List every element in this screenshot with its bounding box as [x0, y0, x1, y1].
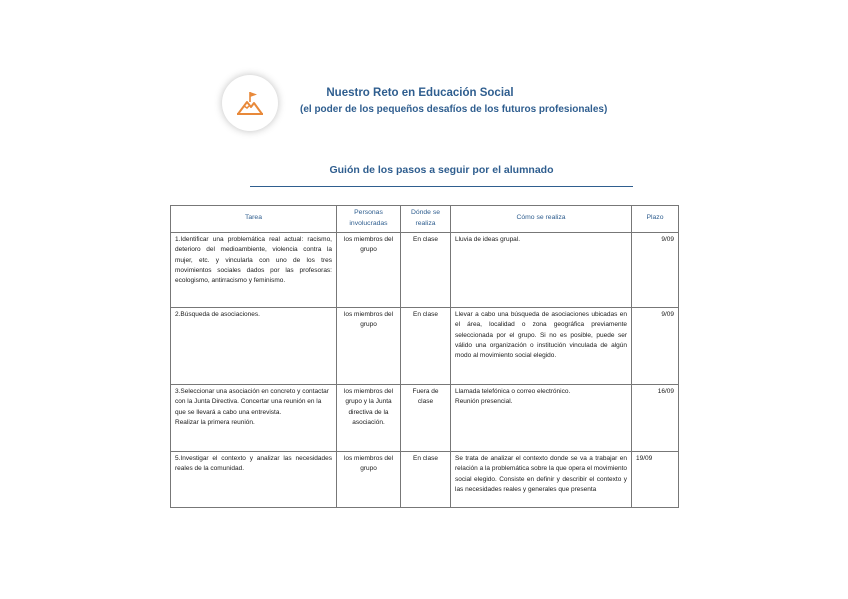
table-header-row	[171, 206, 679, 233]
cell-tarea: 5.Investigar el contexto y analizar las necesidades reales de la comunidad.	[171, 451, 337, 507]
table-row	[171, 451, 679, 507]
cell-tarea: 1.Identificar una problemática real actual: racismo, deterioro del medioambiente, violencia contra la mujer, etc. y vincularla con uno de los tres movimientos sociales dados por las profesoras: ecologismo, antirracismo y feminismo.	[171, 232, 337, 307]
logo-badge	[222, 75, 278, 131]
cell-tarea	[171, 384, 337, 451]
header-donde: Dónde se realiza	[401, 206, 451, 233]
cell-personas: los miembros del grupo	[337, 307, 401, 384]
cell-personas: los miembros del grupo	[337, 232, 401, 307]
mountain-flag-icon	[235, 88, 265, 118]
cell-como: Llevar a cabo una búsqueda de asociaciones ubicadas en el área, localidad o zona geográfica previamente seleccionada por el grupo. Si no es posible, puede ser válido una organización o institución vinculada de algún modo al movimiento social elegido.	[451, 307, 632, 384]
page-title: Nuestro Reto en Educación Social	[326, 87, 514, 99]
cell-plazo: 9/09	[632, 307, 679, 384]
header-tarea: Tarea	[171, 206, 337, 233]
cell-plazo: 9/09	[632, 232, 679, 307]
guide-title: Guión de los pasos a seguir por el alumnado	[329, 164, 554, 176]
cell-como-line2: Reunión presencial.	[455, 398, 513, 406]
cell-tarea-line1: 3.Seleccionar una asociación en concreto y contactar con la Junta Directiva. Concertar una reunión en la que se llevará a cabo una entrevista.	[175, 387, 329, 416]
cell-personas: los miembros del grupo	[337, 451, 401, 507]
steps-table	[170, 205, 679, 508]
header-personas: Personas involucradas	[337, 206, 401, 233]
guide-underline	[250, 186, 633, 187]
cell-donde: En clase	[401, 307, 451, 384]
header-plazo: Plazo	[632, 206, 679, 233]
cell-tarea: 2.Búsqueda de asociaciones.	[171, 307, 337, 384]
cell-donde: Fuera de clase	[401, 384, 451, 451]
table-row	[171, 232, 679, 307]
cell-plazo: 19/09	[632, 451, 679, 507]
cell-como	[451, 384, 632, 451]
page-subtitle: (el poder de los pequeños desafíos de los futuros profesionales)	[300, 104, 608, 115]
cell-plazo: 16/09	[632, 384, 679, 451]
cell-donde: En clase	[401, 232, 451, 307]
table-row	[171, 307, 679, 384]
header-como: Cómo se realiza	[451, 206, 632, 233]
table-row	[171, 384, 679, 451]
cell-tarea-line2: Realizar la primera reunión.	[175, 418, 255, 426]
cell-donde: En clase	[401, 451, 451, 507]
cell-personas: los miembros del grupo y la Junta directiva de la asociación.	[337, 384, 401, 451]
cell-como: Se trata de analizar el contexto donde se va a trabajar en relación a la problemática sobre la que opera el movimiento social elegido. Consiste en definir y describir el contexto y las necesidades reales y generales que presenta	[451, 451, 632, 507]
cell-como-line1: Llamada telefónica o correo electrónico.	[455, 387, 571, 395]
cell-como: Lluvia de ideas grupal.	[451, 232, 632, 307]
